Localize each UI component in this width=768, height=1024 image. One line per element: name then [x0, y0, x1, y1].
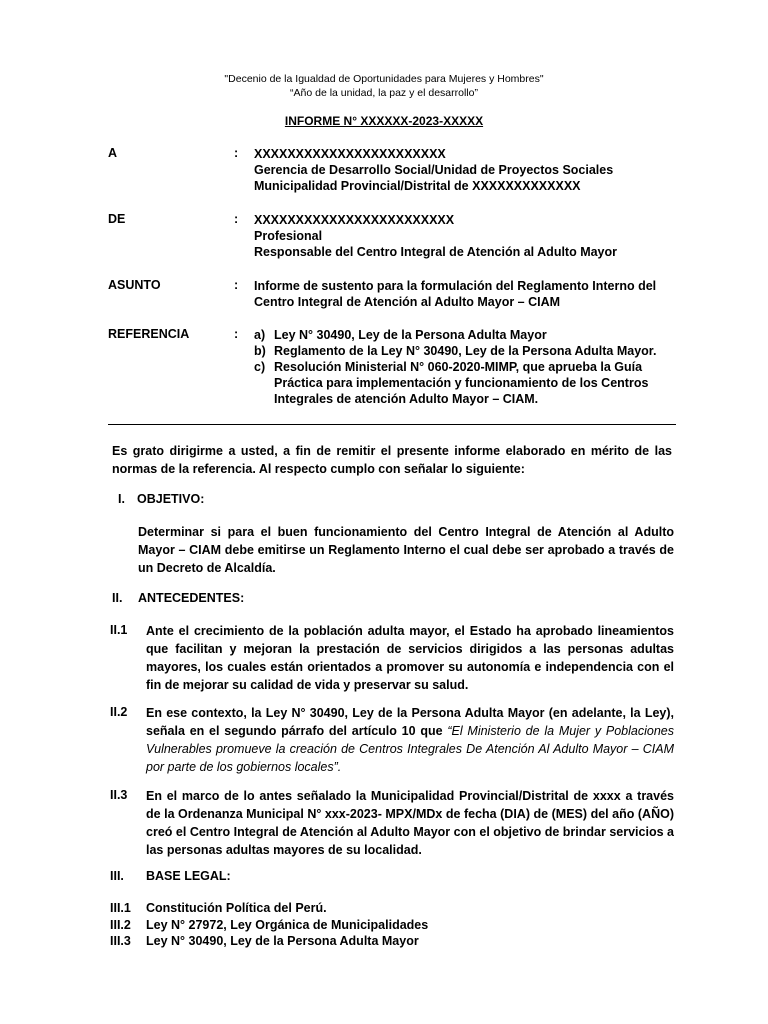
report-title: INFORME N° XXXXXX-2023-XXXXX [284, 114, 484, 128]
intro-paragraph: Es grato dirigirme a usted, a fin de remitir el presente informe elaborado en mérito de las normas de la referencia. Al respecto cumplo con señalar lo siguiente: [112, 444, 672, 476]
memo-de-line-3: Responsable del Centro Integral de Atención al Adulto Mayor [254, 245, 618, 259]
antecedente-2-text: En ese contexto, la Ley N° 30490, Ley de la Persona Adulta Mayor (en adelante, la Ley), señala en el segundo párrafo del artículo 10 que [146, 706, 674, 738]
memo-a-line-3: Municipalidad Provincial/Distrital de XXXXXXXXXXXXX [254, 179, 581, 193]
memo-asunto-colon: : [234, 278, 239, 292]
section-number: II. [112, 591, 123, 605]
memo-de-line-1: XXXXXXXXXXXXXXXXXXXXXXXX [254, 213, 455, 227]
document-page: "Decenio de la Igualdad de Oportunidades para Mujeres y Hombres" “Año de la unidad, la paz y el desarrollo” INFORME N° XXXXXX-2023-XXXXX A : XXXXXXXXXXXXXXXXXXXXXXX Gerencia de Desarrollo Social/Unidad de Proyectos Sociales Municipalidad Provincial/Distrital de XXXXXXXXXXXXX DE : XXXXXXXXXXXXXXXXXXXXXXXX Profesional Responsable del Centro Integral de Atención al Adulto Mayor ASUNTO : Informe de sustento para la formulación del Reglamento Interno del Centro Integral de Atención al Adulto Mayor – CIAM REFERENCIA : a) Ley N° 30490, Ley de la Persona Adulta Mayor b) Reglamento de la Ley N° 30490, Ley de la Persona Adulta Mayor. c) Resolución Ministerial N° 060-2020-MIMP, que aprueba la Guía Práctica para implementación y funcionamiento de los Centros Integrales de atención Adulto Mayor – CIAM. Es grato dirigirme a usted, a fin de remitir el presente informe elaborado en mérito de las normas de la referencia. Al respecto cumplo con señalar lo siguiente: I. OBJETIVO: Determinar si para el buen funcionamiento del Centro Integral de Atención al Adulto Mayor – CIAM debe emitirse un Reglamento Interno el cual debe ser aprobado a través de un Decreto de Alcaldía. II. ANTECEDENTES: II.1 Ante el crecimiento de la población adulta mayor, el Estado ha aprobado lineamientos que facilitan y mejoran la prestación de servicios dirigidos a las personas adultas mayores, los cuales están orientados a promover su autonomía e independencia con el fin de mejorar su calidad de vida y preservar su salud. II.2 En ese contexto, la Ley N° 30490, Ley de la Persona Adulta Mayor (en adelante, la Ley), señala en el segundo párrafo del artículo 10 que “El Ministerio de la Mujer y Poblaciones Vulnerables promueve la creación de Centros Integrales De Atención Al Adulto Mayor – CIAM por parte de los gobiernos locales”. II.3 En el marco de lo antes señalado la Municipalidad Provincial/Distrital de xxxx a través de la Ordenanza Municipal N° xxx-2023- MPX/MDx de fecha (DIA) de (MES) del año (AÑO) creó el Centro Integral de Atención al Adulto Mayor con el objetivo de brindar servicios a las personas adultas mayores de su localidad. III. BASE LEGAL: III.1 Constitución Política del Perú. III.2 Ley N° 27972, Ley Orgánica de Municipalidades III.3 Ley N° 30490, Ley de la Persona Adulta Mayor [0, 0, 768, 1024]
objetivo-paragraph: Determinar si para el buen funcionamiento del Centro Integral de Atención al Adulto Mayor – CIAM debe emitirse un Reglamento Interno el cual debe ser aprobado a través de un Decreto de Alcaldía. [138, 525, 674, 575]
memo-de-label: DE [108, 212, 126, 226]
reference-text: Integrales de atención Adulto Mayor – CIAM. [274, 392, 539, 406]
memo-asunto-label: ASUNTO [108, 278, 161, 292]
reference-text: Práctica para implementación y funcionamiento de los Centros [274, 376, 649, 390]
antecedente-3-paragraph: En el marco de lo antes señalado la Municipalidad Provincial/Distrital de xxxx a través de la Ordenanza Municipal N° xxx-2023- MPX/MDx de fecha (DIA) de (MES) del año (AÑO) creó el Centro Integral de Atención al Adulto Mayor con el objetivo de brindar servicios a las personas adultas mayores de su localidad. [146, 789, 674, 857]
memo-referencia-colon: : [234, 327, 239, 341]
antecedente-1-paragraph: Ante el crecimiento de la población adulta mayor, el Estado ha aprobado lineamientos que facilitan y mejoran la prestación de servicios dirigidos a las personas adultas mayores, los cuales están orientados a promover su autonomía e independencia con el fin de mejorar su calidad de vida y preservar su salud. [146, 624, 674, 692]
section-number: I. [118, 492, 125, 506]
memo-a-line-2: Gerencia de Desarrollo Social/Unidad de Proyectos Sociales [254, 163, 614, 177]
antecedente-2-paragraph [146, 704, 674, 776]
memo-referencia-label: REFERENCIA [108, 327, 190, 341]
memo-a-label: A [108, 146, 118, 160]
section-title: ANTECEDENTES: [138, 591, 245, 605]
section-number: III. [110, 869, 124, 883]
reference-marker: b) [254, 344, 266, 358]
reference-marker: c) [254, 360, 266, 374]
header-divider [108, 424, 676, 425]
memo-de-colon: : [234, 212, 239, 226]
reference-text: Ley N° 30490, Ley de la Persona Adulta Mayor [274, 328, 547, 342]
memo-a-colon: : [234, 146, 239, 160]
reference-marker: a) [254, 328, 266, 342]
memo-a-line-1: XXXXXXXXXXXXXXXXXXXXXXX [254, 147, 446, 161]
year-motto: “Año de la unidad, la paz y el desarrollo” [290, 87, 478, 99]
memo-de-line-2: Profesional [254, 229, 323, 243]
antecedente-2-quote: “El Ministerio de la Mujer y Poblaciones Vulnerables promueve la creación de Centros Integrales De Atención Al Adulto Mayor – CIAM por parte de los gobiernos locales”. [146, 724, 674, 774]
reference-text: Resolución Ministerial N° 060-2020-MIMP, que aprueba la Guía [274, 360, 643, 374]
decade-motto: "Decenio de la Igualdad de Oportunidades para Mujeres y Hombres" [224, 73, 544, 85]
memo-asunto-line-1: Informe de sustento para la formulación del Reglamento Interno del [254, 279, 657, 293]
section-title: OBJETIVO: [137, 492, 205, 506]
section-title: BASE LEGAL: [146, 869, 231, 883]
memo-asunto-line-2: Centro Integral de Atención al Adulto Mayor – CIAM [254, 295, 561, 309]
reference-text: Reglamento de la Ley N° 30490, Ley de la Persona Adulta Mayor. [274, 344, 657, 358]
